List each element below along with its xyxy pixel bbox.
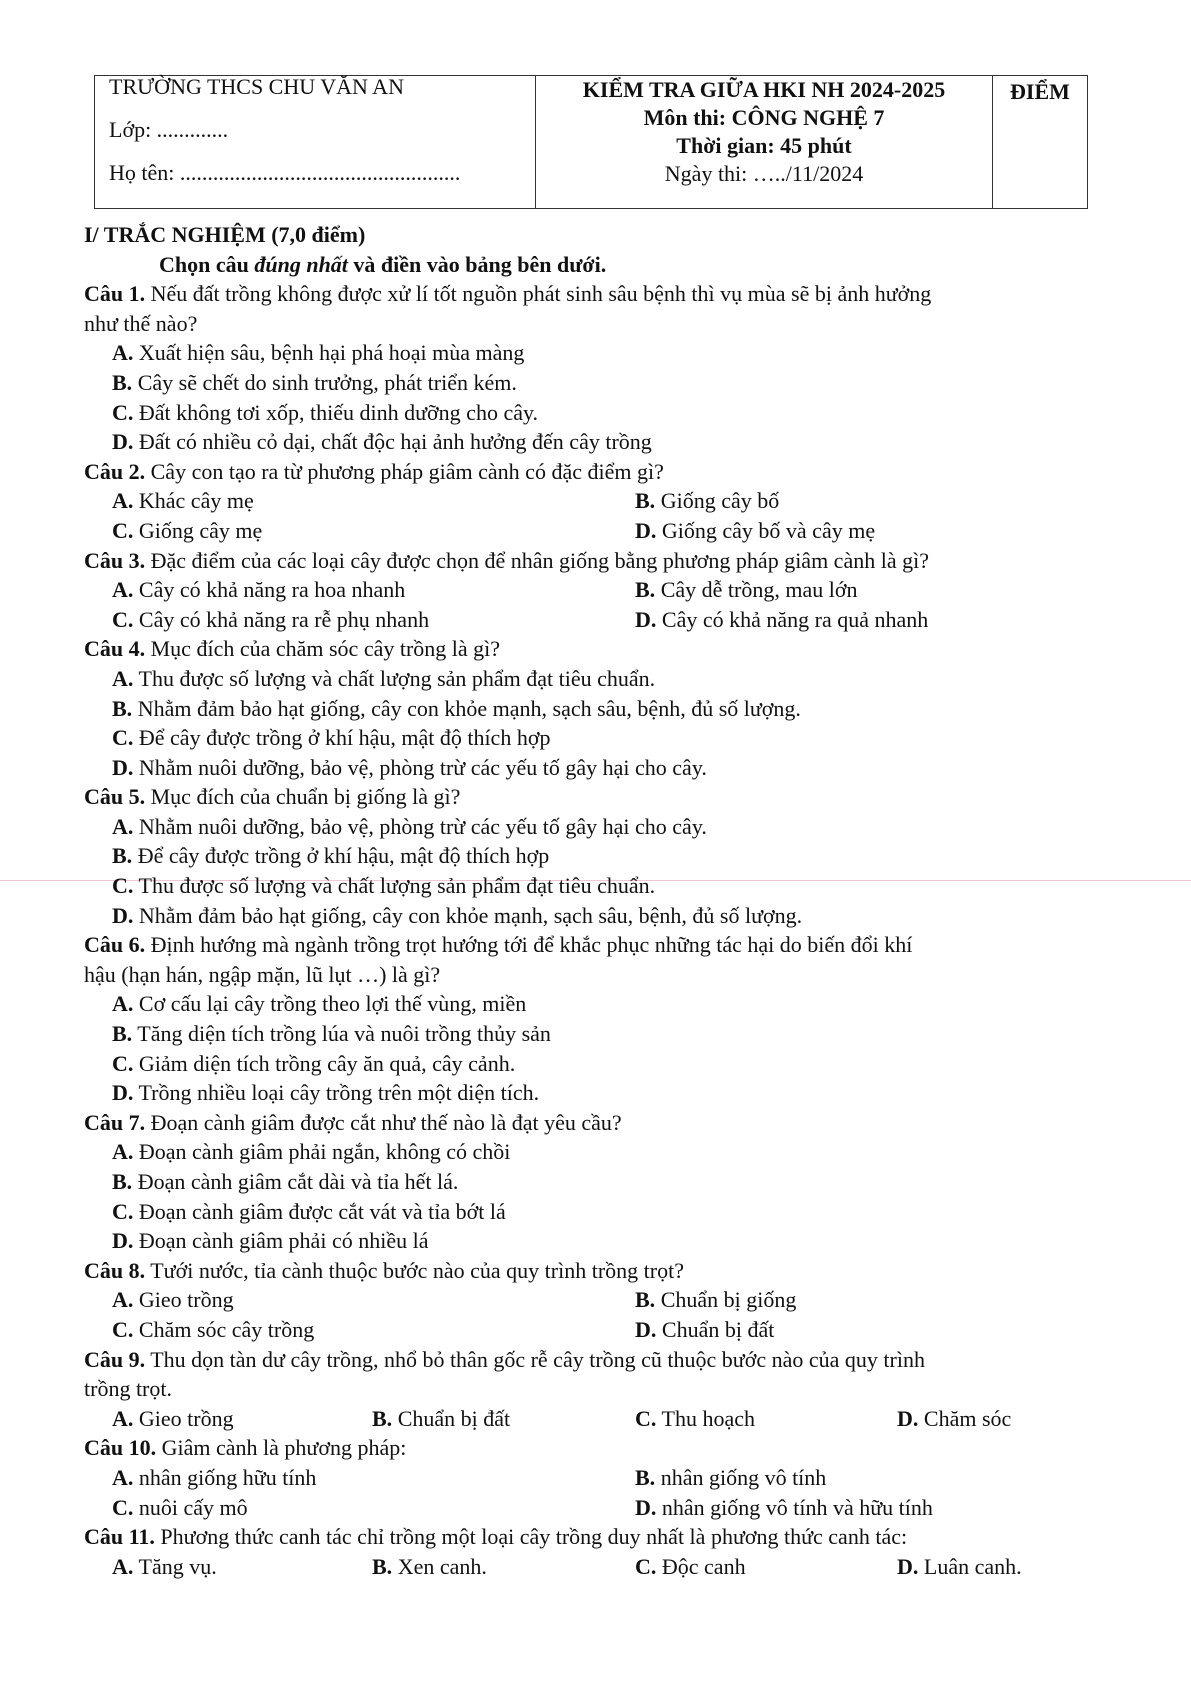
option-a: A. Tăng vụ. (112, 1553, 217, 1579)
score-cell (993, 76, 1088, 209)
question-text-cont: như thế nào? (84, 310, 198, 336)
option-c: C. Đất không tơi xốp, thiếu dinh dưỡng cho cây. (112, 399, 539, 425)
question-text-cont: hậu (hạn hán, ngập mặn, lũ lụt …) là gì? (84, 961, 441, 987)
question-5 (84, 782, 1094, 812)
option-c: C. Thu được số lượng và chất lượng sản phẩm đạt tiêu chuẩn. (112, 873, 656, 899)
exam-header-table (94, 75, 1088, 209)
question-7 (84, 1108, 1094, 1138)
option-b: B. Đoạn cành giâm cắt dài và tỉa hết lá. (112, 1169, 459, 1194)
option-a: A. Xuất hiện sâu, bệnh hại phá hoại mùa màng (112, 340, 525, 366)
option-b: B. Cây sẽ chết do sinh trưởng, phát triển kém. (112, 369, 517, 395)
question-2 (84, 457, 1094, 487)
option-c: C. Chăm sóc cây trồng (112, 1316, 315, 1342)
option-b: B. Nhằm đảm bảo hạt giống, cây con khỏe mạnh, sạch sâu, bệnh, đủ số lượng. (112, 695, 801, 721)
option-d: D. Nhằm đảm bảo hạt giống, cây con khỏe mạnh, sạch sâu, bệnh, đủ số lượng. (112, 902, 803, 928)
instruction-emphasis: đúng nhất (254, 251, 348, 277)
question-9 (84, 1345, 1094, 1375)
question-text: Định hướng mà ngành trồng trọt hướng tới để khắc phục những tác hại do biến đổi khí (150, 932, 913, 958)
option-c: C. Thu hoạch (635, 1405, 755, 1431)
question-text: Giâm cành là phương pháp: (161, 1435, 407, 1461)
option-d: D. nhân giống vô tính và hữu tính (635, 1494, 933, 1520)
option-c: C. Cây có khả năng ra rễ phụ nhanh (112, 606, 430, 632)
option-d: D. Chăm sóc (897, 1405, 1012, 1431)
question-label: Câu 4. (84, 636, 146, 662)
question-label: Câu 7. (84, 1109, 146, 1135)
question-text-cont: trồng trọt. (84, 1376, 172, 1402)
exam-info-cell (536, 76, 993, 209)
exam-date: Ngày thi: …../11/2024 (664, 161, 864, 186)
option-d: D. Giống cây bố và cây mẹ (635, 517, 876, 543)
section-instruction (84, 250, 1094, 280)
option-d: D. Cây có khả năng ra quả nhanh (635, 606, 929, 632)
option-a: A. Cơ cấu lại cây trồng theo lợi thế vùng, miền (112, 991, 527, 1017)
option-b: B. Giống cây bố (635, 488, 780, 514)
option-a: A. Khác cây mẹ (112, 488, 254, 514)
question-4 (84, 634, 1094, 664)
question-3 (84, 546, 1094, 576)
option-b: B. Chuẩn bị đất (372, 1405, 511, 1431)
option-a: A. Gieo trồng (112, 1405, 234, 1431)
option-b: B. Chuẩn bị giống (635, 1287, 797, 1313)
option-c: C. Giống cây mẹ (112, 517, 263, 543)
option-b: B. nhân giống vô tính (635, 1464, 827, 1490)
question-label: Câu 10. (84, 1435, 157, 1461)
question-label: Câu 8. (84, 1257, 146, 1283)
instruction-post: và điền vào bảng bên dưới. (347, 251, 607, 277)
question-11 (84, 1522, 1094, 1552)
question-label: Câu 5. (84, 784, 146, 810)
section-title: I/ TRẮC NGHIỆM (7,0 điểm) (84, 222, 366, 247)
option-a: A. Gieo trồng (112, 1287, 234, 1313)
exam-title: KIỂM TRA GIỮA HKI NH 2024-2025 (582, 77, 946, 102)
option-d: D. Nhằm nuôi dưỡng, bảo vệ, phòng trừ các yếu tố gây hại cho cây. (112, 754, 707, 780)
school-name: TRƯỜNG THCS CHU VĂN AN (109, 74, 404, 99)
question-label: Câu 1. (84, 281, 146, 307)
question-text: Thu dọn tàn dư cây trồng, nhổ bỏ thân gốc rễ cây trồng cũ thuộc bước nào của quy trình (150, 1346, 925, 1372)
option-d: D. Đất có nhiều cỏ dại, chất độc hại ảnh hưởng đến cây trồng (112, 429, 652, 455)
option-d: D. Chuẩn bị đất (635, 1316, 775, 1342)
question-text: Đặc điểm của các loại cây được chọn để nhân giống bằng phương pháp giâm cành là gì? (150, 547, 929, 573)
question-text: Tưới nước, tỉa cành thuộc bước nào của quy trình trồng trọt? (150, 1257, 684, 1283)
option-a: A. nhân giống hữu tính (112, 1464, 317, 1490)
option-d: D. Trồng nhiều loại cây trồng trên một diện tích. (112, 1080, 540, 1106)
option-b: B. Cây dễ trồng, mau lớn (635, 577, 858, 603)
option-d: D. Đoạn cành giâm phải có nhiều lá (112, 1228, 429, 1254)
question-label: Câu 3. (84, 547, 146, 573)
question-text: Đoạn cành giâm được cắt như thế nào là đạt yêu cầu? (150, 1109, 622, 1135)
student-info-cell (95, 76, 536, 209)
option-c: C. Giảm diện tích trồng cây ăn quả, cây cảnh. (112, 1050, 516, 1076)
option-d: D. Luân canh. (897, 1553, 1022, 1579)
question-label: Câu 6. (84, 932, 146, 958)
option-b: B. Xen canh. (372, 1553, 487, 1579)
question-text: Mục đích của chuẩn bị giống là gì? (150, 784, 461, 810)
question-text: Cây con tạo ra từ phương pháp giâm cành có đặc điểm gì? (150, 458, 664, 484)
question-text: Phương thức canh tác chỉ trồng một loại cây trồng duy nhất là phương thức canh tác: (160, 1524, 908, 1550)
question-10 (84, 1433, 1094, 1463)
exam-duration: Thời gian: 45 phút (676, 133, 852, 158)
option-c: C. Để cây được trồng ở khí hậu, mật độ thích hợp (112, 725, 551, 751)
exam-content (84, 220, 1094, 1581)
option-a: A. Đoạn cành giâm phải ngắn, không có chồi (112, 1139, 511, 1165)
option-a: A. Cây có khả năng ra hoa nhanh (112, 577, 406, 603)
question-label: Câu 9. (84, 1346, 146, 1372)
option-a: A. Nhằm nuôi dưỡng, bảo vệ, phòng trừ các yếu tố gây hại cho cây. (112, 813, 707, 839)
option-c: C. Độc canh (635, 1553, 746, 1579)
instruction-pre: Chọn câu (159, 251, 255, 277)
option-b: B. Tăng diện tích trồng lúa và nuôi trồng thủy sản (112, 1021, 551, 1047)
question-text: Nếu đất trồng không được xử lí tốt nguồn phát sinh sâu bệnh thì vụ mùa sẽ bị ảnh hưởng (150, 281, 932, 307)
question-6 (84, 930, 1094, 960)
option-c: C. nuôi cấy mô (112, 1494, 248, 1520)
option-b: B. Để cây được trồng ở khí hậu, mật độ thích hợp (112, 843, 550, 869)
exam-subject: Môn thi: CÔNG NGHỆ 7 (643, 105, 885, 130)
question-1 (84, 279, 1094, 309)
class-field: Lớp: ............. (109, 117, 229, 142)
question-label: Câu 11. (84, 1524, 155, 1550)
question-label: Câu 2. (84, 458, 146, 484)
option-c: C. Đoạn cành giâm được cắt vát và tỉa bớt lá (112, 1198, 506, 1224)
question-text: Mục đích của chăm sóc cây trồng là gì? (150, 636, 501, 662)
score-label: ĐIỂM (1010, 79, 1070, 104)
option-a: A. Thu được số lượng và chất lượng sản phẩm đạt tiêu chuẩn. (112, 665, 656, 691)
student-name-field: Họ tên: ................................................... (109, 160, 461, 185)
question-8 (84, 1256, 1094, 1286)
